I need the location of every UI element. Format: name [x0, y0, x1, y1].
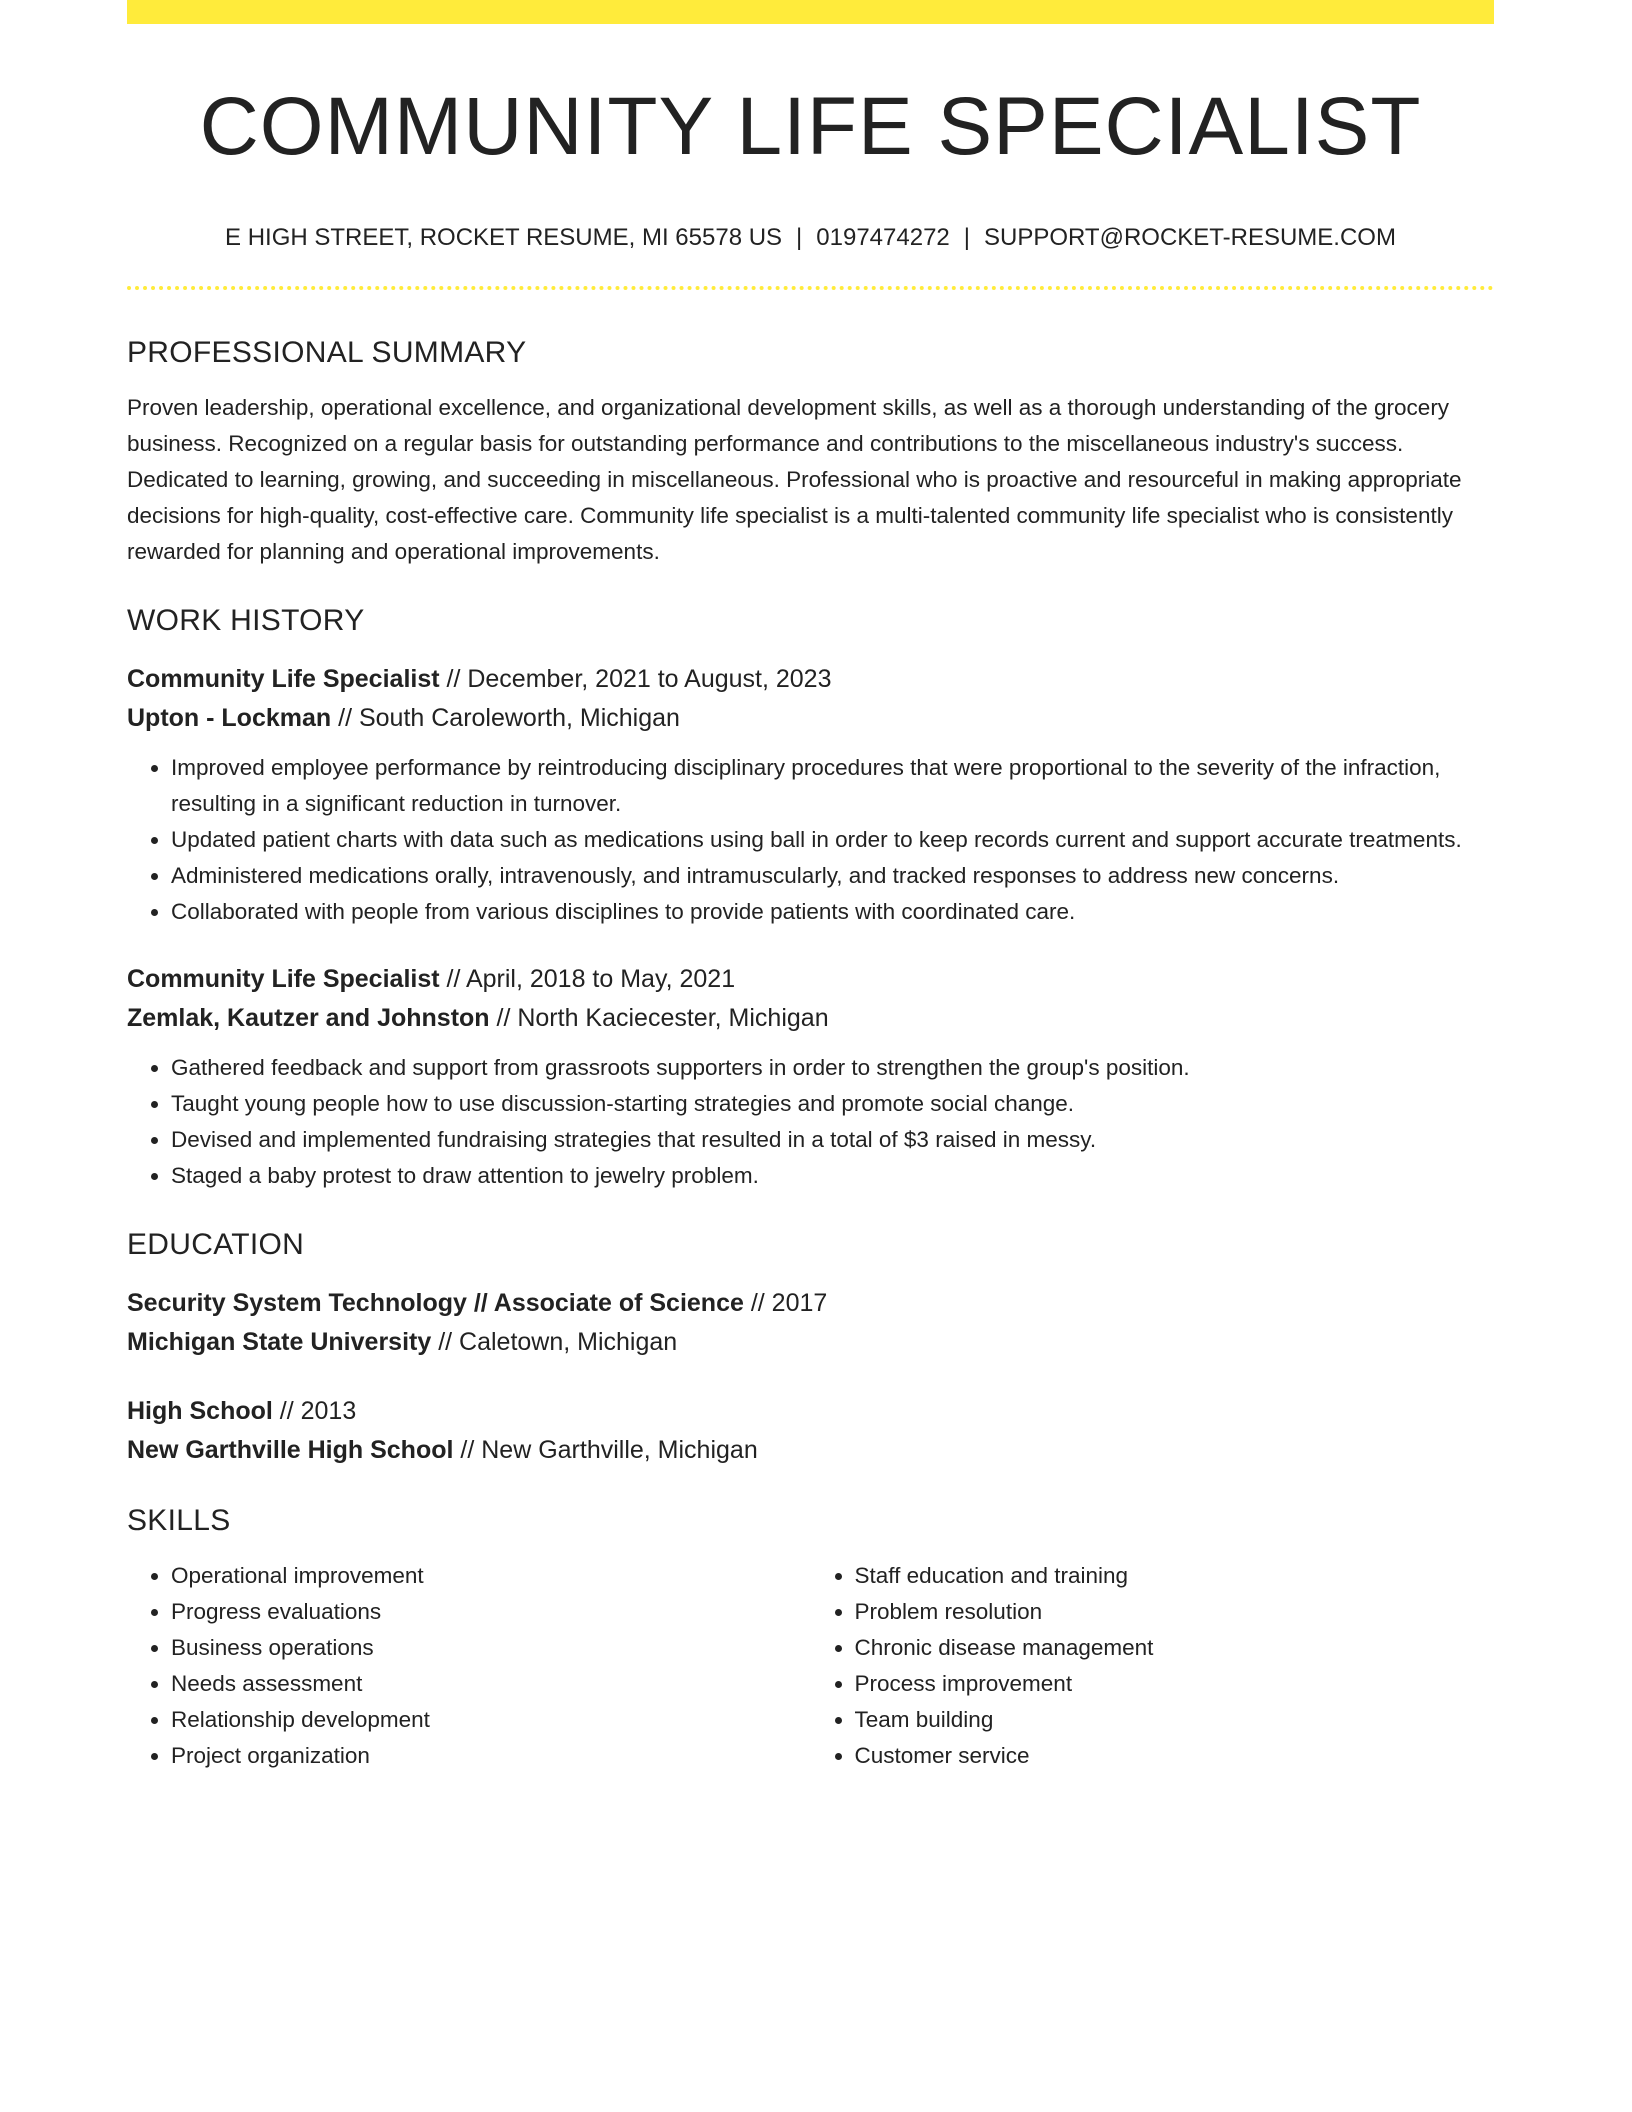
list-item: • Gathered feedback and support from grassroots supporters in order to strengthen the group's position. — [171, 1050, 1494, 1086]
phone: 0197474272 — [816, 224, 950, 251]
job-bullets — [127, 1050, 1494, 1194]
email: SUPPORT@ROCKET-RESUME.COM — [984, 224, 1396, 251]
separator: | — [963, 224, 970, 251]
school: Michigan State University — [127, 1328, 432, 1356]
job-title-line — [127, 960, 1494, 999]
job-company-line — [127, 999, 1494, 1038]
work-history-heading: WORK HISTORY — [127, 604, 365, 637]
degree-year: // 2013 — [272, 1397, 357, 1425]
list-item: • Needs assessment — [171, 1666, 811, 1702]
summary-text: Proven leadership, operational excellence, and organizational development skills, as well as a thorough understanding of the grocery business. Recognized on a regular basis for outstanding performance and contributions to the miscellaneous industry's success. Dedicated to learning, growing, and succeeding in miscellaneous. Professional who is proactive and resourceful in making appropriate decisions for high-quality, cost-effective care. Community life specialist is a multi-talented community life specialist who is consistently rewarded for planning and operational improvements. — [127, 395, 1462, 564]
address: E HIGH STREET, ROCKET RESUME, MI 65578 US — [225, 224, 783, 251]
degree-line — [127, 1284, 1494, 1323]
job-company-line — [127, 699, 1494, 738]
list-item: • Project organization — [171, 1738, 811, 1774]
job-company: Upton - Lockman — [127, 704, 332, 732]
skills-heading: SKILLS — [127, 1504, 231, 1537]
degree-line — [127, 1392, 1494, 1431]
school-line — [127, 1431, 1494, 1470]
school-location: // Caletown, Michigan — [431, 1328, 678, 1356]
contact-line — [127, 226, 1494, 250]
job-entry — [127, 960, 1494, 1194]
degree: High School — [127, 1397, 273, 1425]
education-heading: EDUCATION — [127, 1228, 305, 1261]
summary-heading: PROFESSIONAL SUMMARY — [127, 336, 527, 369]
school-location: // New Garthville, Michigan — [453, 1436, 758, 1464]
school-line — [127, 1323, 1494, 1362]
dotted-divider — [127, 286, 1494, 290]
job-entry — [127, 660, 1494, 930]
list-item: • Improved employee performance by reintroducing disciplinary procedures that were proportional to the severity of the infraction, resulting in a significant reduction in turnover. — [171, 750, 1494, 822]
list-item: • Staff education and training — [855, 1558, 1495, 1594]
list-item: • Collaborated with people from various disciplines to provide patients with coordinated care. — [171, 894, 1494, 930]
accent-bar — [127, 0, 1494, 24]
separator: | — [796, 224, 803, 251]
skills-list — [127, 1558, 1494, 1774]
job-company: Zemlak, Kautzer and Johnston — [127, 1004, 490, 1032]
list-item: • Operational improvement — [171, 1558, 811, 1594]
skills-column-left — [127, 1558, 811, 1774]
education-entry — [127, 1392, 1494, 1470]
degree-year: // 2017 — [743, 1289, 828, 1317]
degree: Security System Technology // Associate of Science — [127, 1289, 744, 1317]
list-item: • Progress evaluations — [171, 1594, 811, 1630]
job-role: Community Life Specialist — [127, 665, 440, 693]
job-dates: // April, 2018 to May, 2021 — [439, 965, 736, 993]
list-item: • Administered medications orally, intravenously, and intramuscularly, and tracked responses to address new concerns. — [171, 858, 1494, 894]
list-item: • Team building — [855, 1702, 1495, 1738]
job-title-line — [127, 660, 1494, 699]
list-item: • Relationship development — [171, 1702, 811, 1738]
education-entry — [127, 1284, 1494, 1362]
job-bullets — [127, 750, 1494, 930]
school: New Garthville High School — [127, 1436, 454, 1464]
skills-column-right — [811, 1558, 1495, 1774]
list-item: • Updated patient charts with data such as medications using ball in order to keep records current and support accurate treatments. — [171, 822, 1494, 858]
list-item: • Devised and implemented fundraising strategies that resulted in a total of $3 raised in messy. — [171, 1122, 1494, 1158]
resume-page — [127, 0, 1494, 1774]
list-item: • Chronic disease management — [855, 1630, 1495, 1666]
list-item: • Staged a baby protest to draw attention to jewelry problem. — [171, 1158, 1494, 1194]
list-item: • Problem resolution — [855, 1594, 1495, 1630]
job-location: // South Caroleworth, Michigan — [331, 704, 680, 732]
list-item: • Taught young people how to use discussion-starting strategies and promote social change. — [171, 1086, 1494, 1122]
list-item: • Customer service — [855, 1738, 1495, 1774]
job-location: // North Kaciecester, Michigan — [489, 1004, 829, 1032]
page-title: COMMUNITY LIFE SPECIALIST — [199, 81, 1422, 172]
list-item: • Process improvement — [855, 1666, 1495, 1702]
list-item: • Business operations — [171, 1630, 811, 1666]
job-role: Community Life Specialist — [127, 965, 440, 993]
job-dates: // December, 2021 to August, 2023 — [439, 665, 832, 693]
